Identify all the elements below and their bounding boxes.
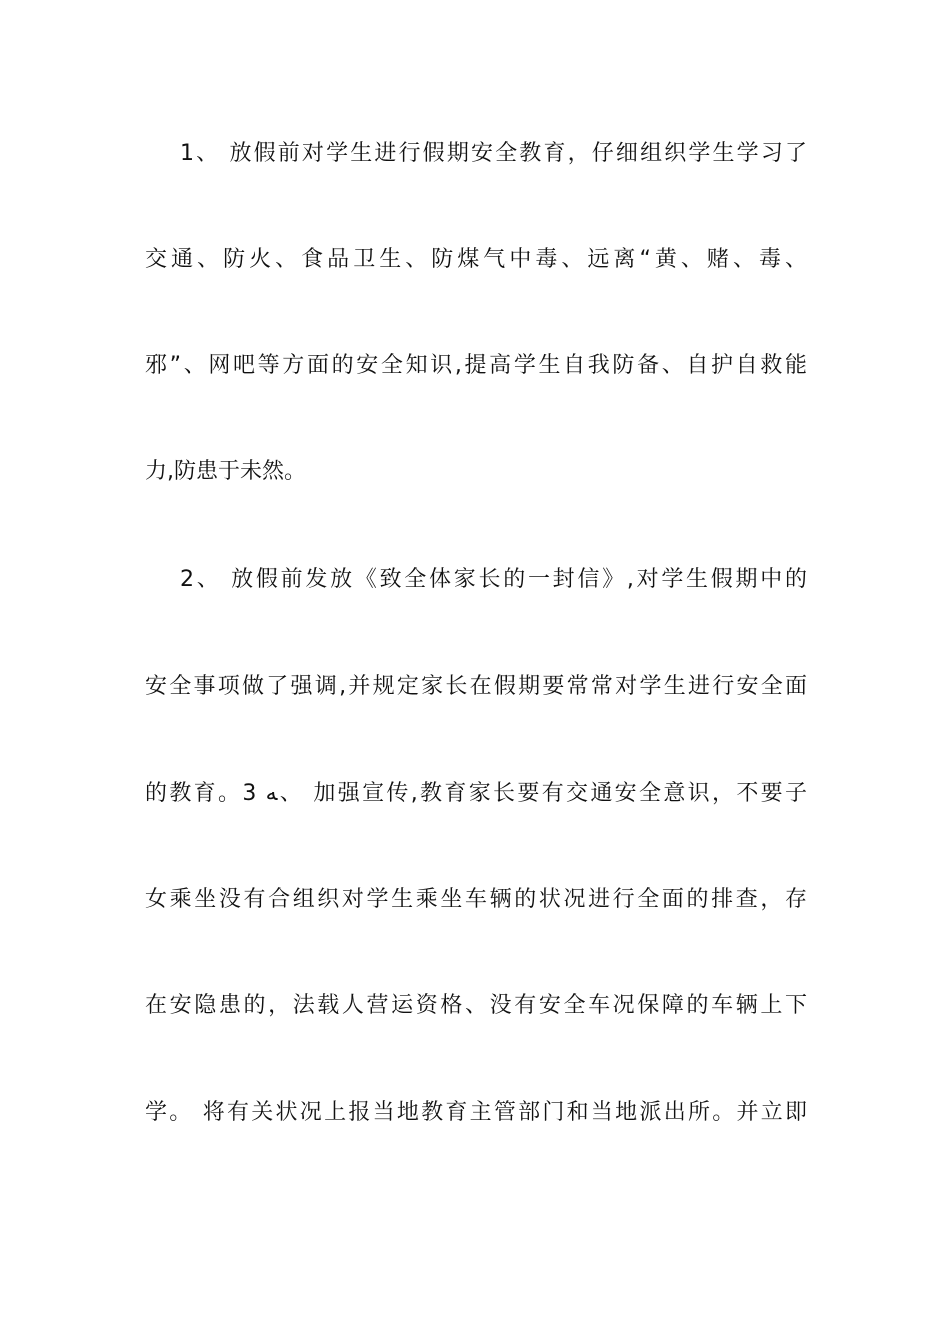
paragraph-1-line-3: 邪”、网吧等方面的安全知识,提高学生自我防备、自护自救能 <box>145 353 807 378</box>
paragraph-2-line-2: 安全事项做了强调,并规定家长在假期要常常对学生进行安全面 <box>145 674 807 699</box>
paragraph-1-line-4: 力,防患于未然。 <box>145 459 306 484</box>
paragraph-1-line-2: 交通、防火、食品卫生、防煤气中毒、远离“黄、赌、毒、 <box>145 247 807 272</box>
paragraph-2-line-3: 的教育。3 ﻪ、 加强宣传,教育家长要有交通安全意识，不要子 <box>145 781 807 806</box>
paragraph-2-line-1: 2、 放假前发放《致全体家长的一封信》,对学生假期中的 <box>180 567 807 592</box>
paragraph-2-line-5: 在安隐患的，法载人营运资格、没有安全车况保障的车辆上下 <box>145 993 807 1018</box>
paragraph-2-line-4: 女乘坐没有合组织对学生乘坐车辆的状况进行全面的排查，存 <box>145 887 807 912</box>
paragraph-2-line-6: 学。 将有关状况上报当地教育主管部门和当地派出所。并立即 <box>145 1100 807 1125</box>
paragraph-1-line-1: 1、 放假前对学生进行假期安全教育，仔细组织学生学习了 <box>180 141 807 166</box>
